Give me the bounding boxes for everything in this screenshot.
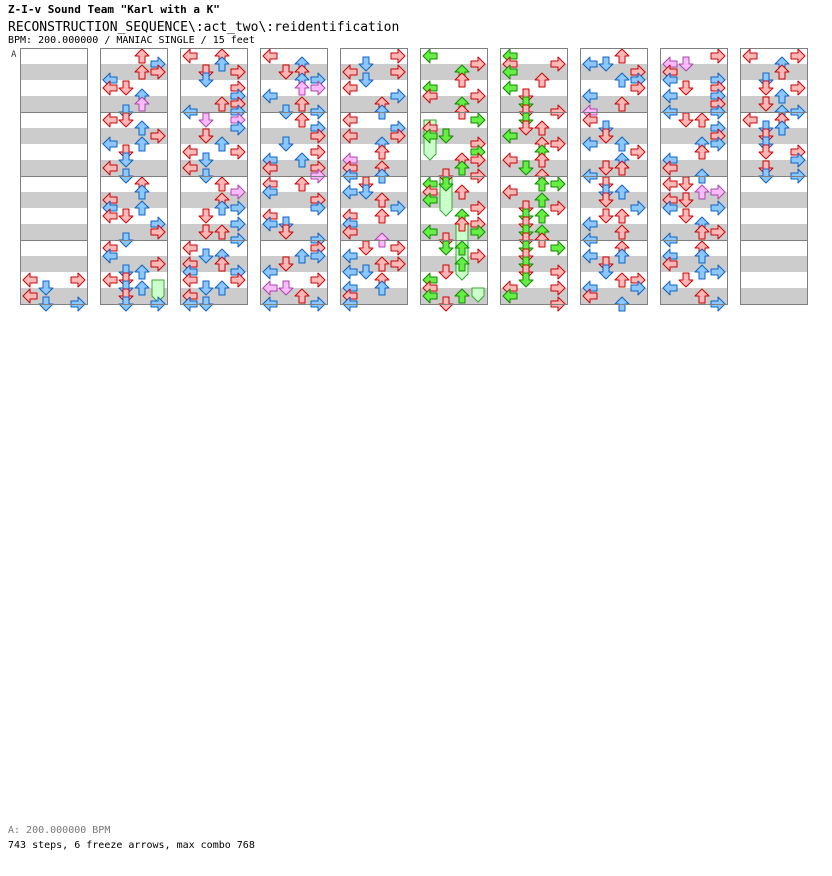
- arrow-down: [679, 273, 693, 287]
- arrow-up: [135, 49, 149, 63]
- arrow-right: [311, 145, 325, 159]
- arrow-up: [615, 209, 629, 223]
- arrow-down: [199, 113, 213, 127]
- arrow-left: [183, 49, 197, 63]
- arrow-left: [503, 81, 517, 95]
- arrow-left: [743, 113, 757, 127]
- beat-band: [20, 256, 88, 272]
- beat-band: [740, 288, 808, 304]
- bpm-marker-label: A: [11, 50, 17, 60]
- arrow-down: [759, 81, 773, 95]
- arrow-down: [119, 209, 133, 223]
- arrow-left: [183, 145, 197, 159]
- arrow-right: [231, 145, 245, 159]
- arrow-up: [615, 273, 629, 287]
- arrow-up: [535, 209, 549, 223]
- arrow-left: [103, 273, 117, 287]
- song-title: RECONSTRUCTION_SEQUENCE\:act_two\:reidentification: [8, 20, 400, 35]
- arrow-up: [295, 177, 309, 191]
- beat-band: [740, 256, 808, 272]
- arrow-down: [759, 145, 773, 159]
- arrow-right: [391, 241, 405, 255]
- arrow-right: [391, 49, 405, 63]
- beat-band: [100, 96, 168, 112]
- arrow-down: [439, 241, 453, 255]
- arrow-right: [551, 177, 565, 191]
- beat-band: [20, 96, 88, 112]
- chart-info: BPM: 200.000000 / MANIAC SINGLE / 15 feet: [8, 35, 255, 46]
- arrow-right: [631, 145, 645, 159]
- beat-band: [740, 192, 808, 208]
- arrow-up: [295, 81, 309, 95]
- arrow-up: [215, 177, 229, 191]
- arrow-left: [103, 113, 117, 127]
- arrow-right: [791, 81, 805, 95]
- arrow-down: [119, 81, 133, 95]
- arrow-up: [375, 209, 389, 223]
- beat-band: [740, 64, 808, 80]
- song-artist: Z-I-v Sound Team "Karl with a K": [8, 3, 220, 16]
- beat-band: [20, 224, 88, 240]
- beat-band: [740, 224, 808, 240]
- step-stats: 743 steps, 6 freeze arrows, max combo 768: [8, 840, 255, 851]
- arrow-up: [295, 113, 309, 127]
- arrow-down: [679, 209, 693, 223]
- arrow-up: [695, 113, 709, 127]
- arrow-up: [615, 49, 629, 63]
- beat-band: [740, 128, 808, 144]
- arrow-up: [535, 177, 549, 191]
- arrow-left: [743, 49, 757, 63]
- arrow-left: [23, 273, 37, 287]
- arrow-left: [423, 49, 437, 63]
- arrow-down: [679, 81, 693, 95]
- arrow-down: [359, 241, 373, 255]
- arrow-left: [663, 177, 677, 191]
- beat-band: [20, 128, 88, 144]
- arrow-right: [471, 113, 485, 127]
- arrow-up: [695, 145, 709, 159]
- arrow-down: [599, 209, 613, 223]
- arrow-down: [679, 177, 693, 191]
- beat-band: [20, 192, 88, 208]
- arrow-down: [679, 113, 693, 127]
- arrow-up: [375, 145, 389, 159]
- beat-band: [20, 64, 88, 80]
- arrow-right: [551, 241, 565, 255]
- arrow-down: [519, 273, 533, 287]
- arrow-right: [71, 273, 85, 287]
- arrow-right: [711, 49, 725, 63]
- arrow-down: [199, 209, 213, 223]
- beat-band: [20, 160, 88, 176]
- arrow-left: [263, 49, 277, 63]
- arrow-right: [311, 273, 325, 287]
- bpm-footer: A: 200.000000 BPM: [8, 825, 111, 836]
- arrow-right: [791, 49, 805, 63]
- arrow-down: [119, 113, 133, 127]
- arrow-left: [343, 81, 357, 95]
- beat-band: [500, 224, 568, 240]
- arrow-left: [183, 241, 197, 255]
- arrow-left: [343, 113, 357, 127]
